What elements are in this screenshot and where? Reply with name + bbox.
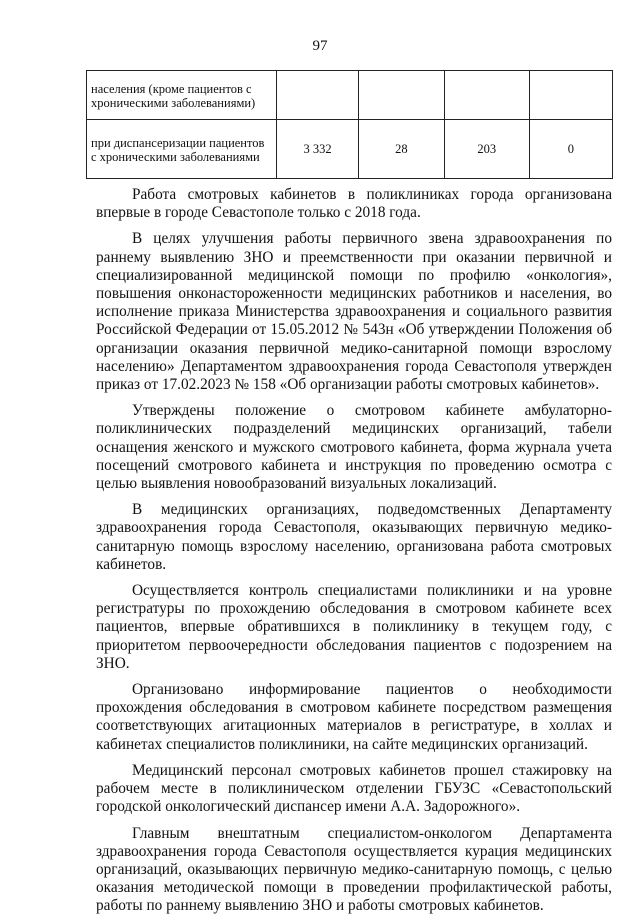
table-cell <box>529 71 612 120</box>
table-cell: 203 <box>444 120 529 179</box>
table-cell <box>359 71 445 120</box>
paragraph: Работа смотровых кабинетов в поликлиниках города организована впервые в городе Севастополе только с 2018 года. <box>96 186 612 222</box>
table-cell: 0 <box>529 120 612 179</box>
page-number: 97 <box>312 38 328 54</box>
paragraph: В целях улучшения работы первичного звена здравоохранения по раннему выявлению ЗНО и преемственности при оказании первичной и специализированной медицинской помощи по профилю «онкология», повышения онконастороженности медицинских работников и населения, во исполнение приказа Министерства здравоохранения и социального развития Российской Федерации от 15.05.2012 № 543н «Об утверждении Положения об организации оказания первичной медико-санитарной помощи взрослому населению» Департаментом здравоохранения города Севастополя утвержден приказ от 17.02.2023 № 158 «Об организации работы смотровых кабинетов». <box>96 230 612 394</box>
paragraph: Осуществляется контроль специалистами поликлиники и на уровне регистратуры по прохождению обследования в смотровом кабинете всех пациентов, впервые обратившихся в поликлинику в текущем году, с приоритетом первоочередности обследования пациентов с подозрением на ЗНО. <box>96 582 612 672</box>
table-cell <box>276 71 358 120</box>
paragraph: Главным внештатным специалистом-онкологом Департамента здравоохранения города Севастополя осуществляется курация медицинских организаций, оказывающих первичную медико-санитарную помощь, с целью оказания методической помощи в проведении профилактической работы, работы по раннему выявлению ЗНО и работы смотровых кабинетов. <box>96 824 612 915</box>
table-row-label: населения (кроме пациентов с хроническими заболеваниями) <box>87 71 277 120</box>
table-cell: 28 <box>359 120 445 179</box>
body-text <box>96 186 612 924</box>
table-row <box>87 71 613 120</box>
paragraph: Организовано информирование пациентов о необходимости прохождения обследования в смотровом кабинете посредством размещения соответствующих агитационных материалов в регистратуре, в холлах и кабинетах специалистов поликлиники, на сайте медицинских организаций. <box>96 681 612 753</box>
table-cell <box>444 71 529 120</box>
table-row-label: при диспансеризации пациентов с хроническими заболеваниями <box>87 120 277 179</box>
table-row <box>87 120 613 179</box>
paragraph: Утверждены положение о смотровом кабинете амбулаторно-поликлинических подразделений медицинских организаций, табели оснащения женского и мужского смотрового кабинета, форма журнала учета посещений смотрового кабинета и инструкция по проведению осмотра с целью выявления новообразований визуальных локализаций. <box>96 402 612 493</box>
paragraph: В медицинских организациях, подведомственных Департаменту здравоохранения города Севастополя, оказывающих первичную медико-санитарную помощь взрослому населению, организована работа смотровых кабинетов. <box>96 501 612 573</box>
data-table <box>86 70 613 179</box>
table-cell: 3 332 <box>276 120 358 179</box>
paragraph: Медицинский персонал смотровых кабинетов прошел стажировку на рабочем месте в поликлиническом отделении ГБУЗС «Севастопольский городской онкологический диспансер имени А.А. Задорожного». <box>96 761 612 816</box>
